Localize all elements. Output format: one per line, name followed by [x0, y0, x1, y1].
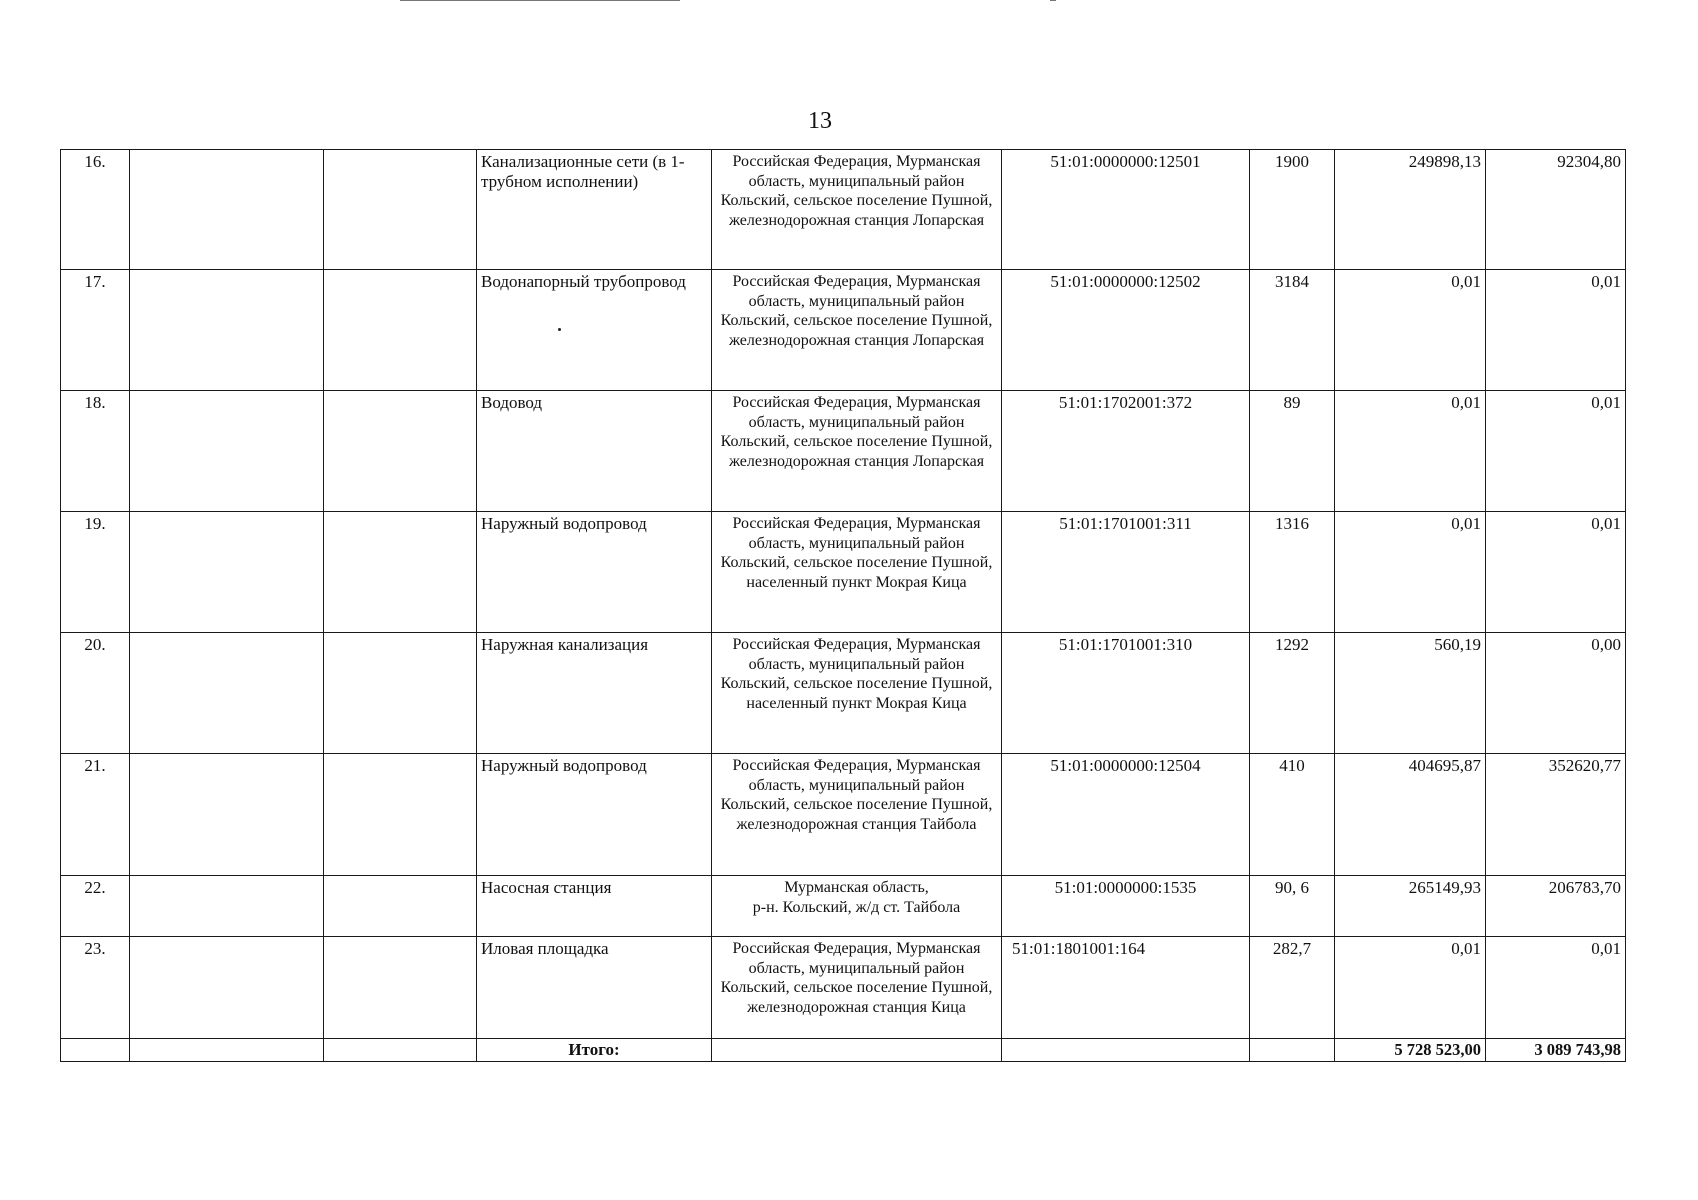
residual-value: 352620,77	[1486, 754, 1626, 876]
row-number: 17.	[61, 270, 130, 391]
object-address: Российская Федерация, Мурманская область, муниципальный район Кольский, сельское поселение Пушной, железнодорожная станция Тайбола	[712, 754, 1002, 876]
object-name: Насосная станция	[477, 876, 712, 937]
empty-cell	[61, 1039, 130, 1062]
cadastral-number: 51:01:1801001:164	[1002, 937, 1250, 1039]
residual-value: 92304,80	[1486, 150, 1626, 270]
empty-cell	[324, 512, 477, 633]
object-name: Наружный водопровод	[477, 754, 712, 876]
residual-value: 0,00	[1486, 633, 1626, 754]
residual-value: 0,01	[1486, 512, 1626, 633]
balance-value: 265149,93	[1335, 876, 1486, 937]
total-residual-value: 3 089 743,98	[1486, 1039, 1626, 1062]
object-address: Российская Федерация, Мурманская область, муниципальный район Кольский, сельское поселение Пушной, железнодорожная станция Лопарская	[712, 391, 1002, 512]
residual-value: 0,01	[1486, 270, 1626, 391]
balance-value: 249898,13	[1335, 150, 1486, 270]
object-name: Иловая площадка	[477, 937, 712, 1039]
table-row	[61, 633, 1626, 754]
row-number: 16.	[61, 150, 130, 270]
empty-cell	[130, 937, 324, 1039]
residual-value: 0,01	[1486, 391, 1626, 512]
cadastral-number: 51:01:1701001:311	[1002, 512, 1250, 633]
row-number: 18.	[61, 391, 130, 512]
cadastral-number: 51:01:1702001:372	[1002, 391, 1250, 512]
empty-cell	[130, 1039, 324, 1062]
balance-value: 0,01	[1335, 270, 1486, 391]
table-row	[61, 391, 1626, 512]
empty-cell	[324, 633, 477, 754]
empty-cell	[712, 1039, 1002, 1062]
empty-cell	[324, 150, 477, 270]
object-length-area: 410	[1250, 754, 1335, 876]
table-row	[61, 512, 1626, 633]
total-label: Итого:	[477, 1039, 712, 1062]
property-register-table	[60, 149, 1626, 1062]
object-length-area: 89	[1250, 391, 1335, 512]
empty-cell	[130, 512, 324, 633]
cadastral-number: 51:01:1701001:310	[1002, 633, 1250, 754]
object-length-area: 1900	[1250, 150, 1335, 270]
scan-artifact-line	[1050, 0, 1056, 1]
object-address: Российская Федерация, Мурманская область, муниципальный район Кольский, сельское поселение Пушной, населенный пункт Мокрая Кица	[712, 512, 1002, 633]
row-number: 19.	[61, 512, 130, 633]
object-length-area: 1292	[1250, 633, 1335, 754]
residual-value: 0,01	[1486, 937, 1626, 1039]
empty-cell	[130, 150, 324, 270]
row-number: 20.	[61, 633, 130, 754]
address-line: Мурманская область,	[784, 879, 929, 896]
empty-cell	[130, 876, 324, 937]
object-name: Водовод	[477, 391, 712, 512]
cadastral-number: 51:01:0000000:12504	[1002, 754, 1250, 876]
table-row	[61, 270, 1626, 391]
object-length-area: 3184	[1250, 270, 1335, 391]
empty-cell	[130, 754, 324, 876]
balance-value: 404695,87	[1335, 754, 1486, 876]
row-number: 21.	[61, 754, 130, 876]
object-address: Российская Федерация, Мурманская область, муниципальный район Кольский, сельское поселение Пушной, железнодорожная станция Лопарская	[712, 150, 1002, 270]
residual-value: 206783,70	[1486, 876, 1626, 937]
empty-cell	[130, 270, 324, 391]
empty-cell	[324, 270, 477, 391]
empty-cell	[324, 391, 477, 512]
empty-cell	[324, 754, 477, 876]
object-name: Канализационные сети (в 1-трубном исполнении)	[477, 150, 712, 270]
scan-speck	[558, 328, 561, 331]
address-line: р-н. Кольский, ж/д ст. Тайбола	[752, 898, 961, 916]
table-row	[61, 150, 1626, 270]
cadastral-number: 51:01:0000000:12502	[1002, 270, 1250, 391]
empty-cell	[324, 937, 477, 1039]
empty-cell	[130, 633, 324, 754]
row-number: 23.	[61, 937, 130, 1039]
total-balance-value: 5 728 523,00	[1335, 1039, 1486, 1062]
balance-value: 0,01	[1335, 512, 1486, 633]
object-address	[712, 876, 1002, 937]
empty-cell	[1002, 1039, 1250, 1062]
table-row	[61, 937, 1626, 1039]
total-row	[61, 1039, 1626, 1062]
object-address: Российская Федерация, Мурманская область, муниципальный район Кольский, сельское поселение Пушной, населенный пункт Мокрая Кица	[712, 633, 1002, 754]
object-name: Наружный водопровод	[477, 512, 712, 633]
row-number: 22.	[61, 876, 130, 937]
balance-value: 0,01	[1335, 937, 1486, 1039]
page-number: 13	[808, 108, 832, 134]
scan-artifact-line	[400, 0, 680, 1]
table-row	[61, 876, 1626, 937]
empty-cell	[130, 391, 324, 512]
balance-value: 0,01	[1335, 391, 1486, 512]
object-length-area: 90, 6	[1250, 876, 1335, 937]
balance-value: 560,19	[1335, 633, 1486, 754]
object-name: Водонапорный трубопровод	[477, 270, 712, 391]
object-length-area: 1316	[1250, 512, 1335, 633]
empty-cell	[324, 1039, 477, 1062]
object-address: Российская Федерация, Мурманская область, муниципальный район Кольский, сельское поселение Пушной, железнодорожная станция Кица	[712, 937, 1002, 1039]
object-name: Наружная канализация	[477, 633, 712, 754]
object-length-area: 282,7	[1250, 937, 1335, 1039]
table-row	[61, 754, 1626, 876]
empty-cell	[1250, 1039, 1335, 1062]
empty-cell	[324, 876, 477, 937]
cadastral-number: 51:01:0000000:1535	[1002, 876, 1250, 937]
object-address: Российская Федерация, Мурманская область, муниципальный район Кольский, сельское поселение Пушной, железнодорожная станция Лопарская	[712, 270, 1002, 391]
cadastral-number: 51:01:0000000:12501	[1002, 150, 1250, 270]
